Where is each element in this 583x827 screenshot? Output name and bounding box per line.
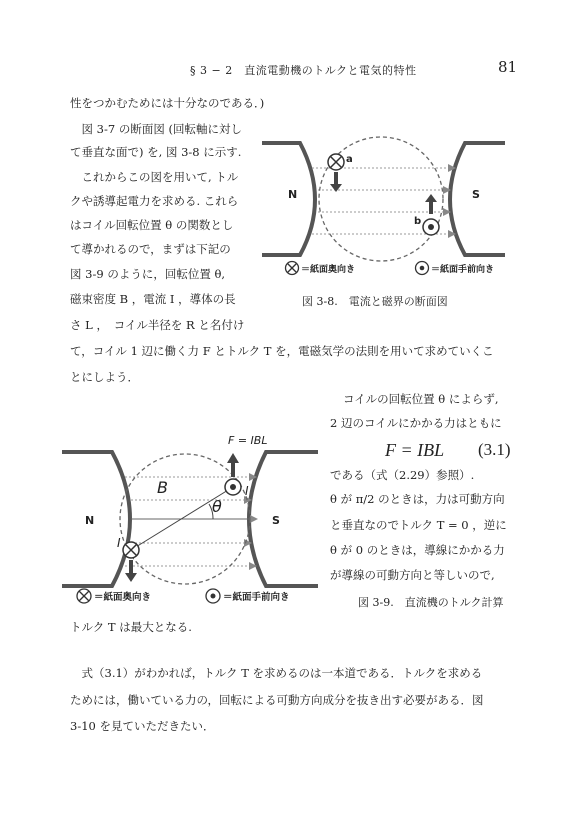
text-line: 式（3.1）がわかれば，トルク T を求めるのは一本道である．トルクを求める [70, 666, 483, 680]
text-line: ためには，働いている力の，回転による可動方向成分を抜き出す必要がある．図 [70, 693, 484, 707]
text-line: て垂直な面で) を, 図 3-8 に示す. [70, 145, 242, 159]
fig38-caption: 図 3-8. 電流と磁界の断面図 [302, 295, 448, 308]
text-line: θ が π/2 のときは，力は可動方向 [330, 492, 505, 506]
legend-out-of-page-icon [206, 589, 220, 603]
text-line: と垂直なのでトルク T = 0 ，逆に [330, 518, 507, 532]
fig39-current-bottom: I [117, 536, 121, 550]
fig39-current-top: I [245, 484, 249, 498]
fig39-force-label: F = IBL [228, 434, 268, 447]
text-line: である（式（2.29）参照）. [330, 468, 475, 482]
text-line: とにしよう． [70, 370, 139, 384]
fig38-label-a: a [346, 154, 353, 165]
equation: F = IBL [385, 440, 445, 460]
fig39-legend-into: ＝紙面奥向き [94, 592, 152, 603]
fig38-pole-s: S [472, 188, 480, 201]
magnet-pole-right [249, 452, 318, 586]
text-line: 2 辺のコイルにかかる力はともに [330, 416, 502, 430]
text-line: さ L ， コイル半径を R と名付け [70, 318, 245, 332]
fig38-label-b: b [414, 216, 422, 227]
fig39-pole-s: S [272, 514, 280, 527]
text-line: これからこの図を用いて, トル [70, 170, 239, 184]
text-line: θ が 0 のときは，導線にかかる力 [330, 543, 505, 557]
fig39-caption: 図 3-9. 直流機のトルク計算 [358, 596, 504, 609]
text-line: クや誘導起電力を求める. これら [70, 194, 239, 208]
legend-into-page-icon [77, 589, 91, 603]
text-line: 性をつかむためには十分なのである．) [70, 96, 265, 110]
running-title: § 3 − 2 直流電動機のトルクと電気的特性 [190, 64, 417, 77]
equation-number: (3.1) [478, 440, 511, 459]
text-line: 3-10 を見ていただきたい． [70, 719, 215, 733]
page-number: 81 [498, 58, 518, 76]
text-line: て，コイル 1 辺に働く力 F とトルク T を，電磁気学の法則を用いて求めていくこ [70, 344, 494, 358]
fig39-field-label: B [157, 478, 168, 497]
fig38-legend-into: ＝紙面奥向き [301, 265, 356, 275]
text-line: 図 3-7 の断面図 (回転軸に対し [70, 122, 242, 136]
text-line: トルク T は最大となる. [70, 620, 192, 634]
text-line: 磁束密度 B ，電流 I ，導体の長 [70, 292, 236, 306]
text-line: て導かれるので，まずは下記の [70, 242, 231, 256]
text-line: 図 3-9 のように，回転位置 θ, [70, 267, 226, 281]
fig39-legend-out: ＝紙面手前向き [223, 592, 290, 603]
text-line: コイルの回転位置 θ によらず, [343, 392, 499, 406]
text-line: が導線の可動方向と等しいので, [330, 568, 495, 582]
conductor-top-out-of-page [225, 479, 241, 495]
fig38-pole-n: N [288, 188, 298, 201]
force-arrow-up-icon [227, 453, 239, 477]
fig39-pole-n: N [85, 514, 95, 527]
fig39-angle-label: θ [212, 497, 222, 516]
fig38-legend-out: ＝紙面手前向き [431, 265, 495, 275]
conductor-bottom-into-page [123, 542, 139, 558]
force-arrow-down-icon [125, 560, 137, 582]
text-line: はコイル回転位置 θ の関数とし [70, 218, 234, 232]
